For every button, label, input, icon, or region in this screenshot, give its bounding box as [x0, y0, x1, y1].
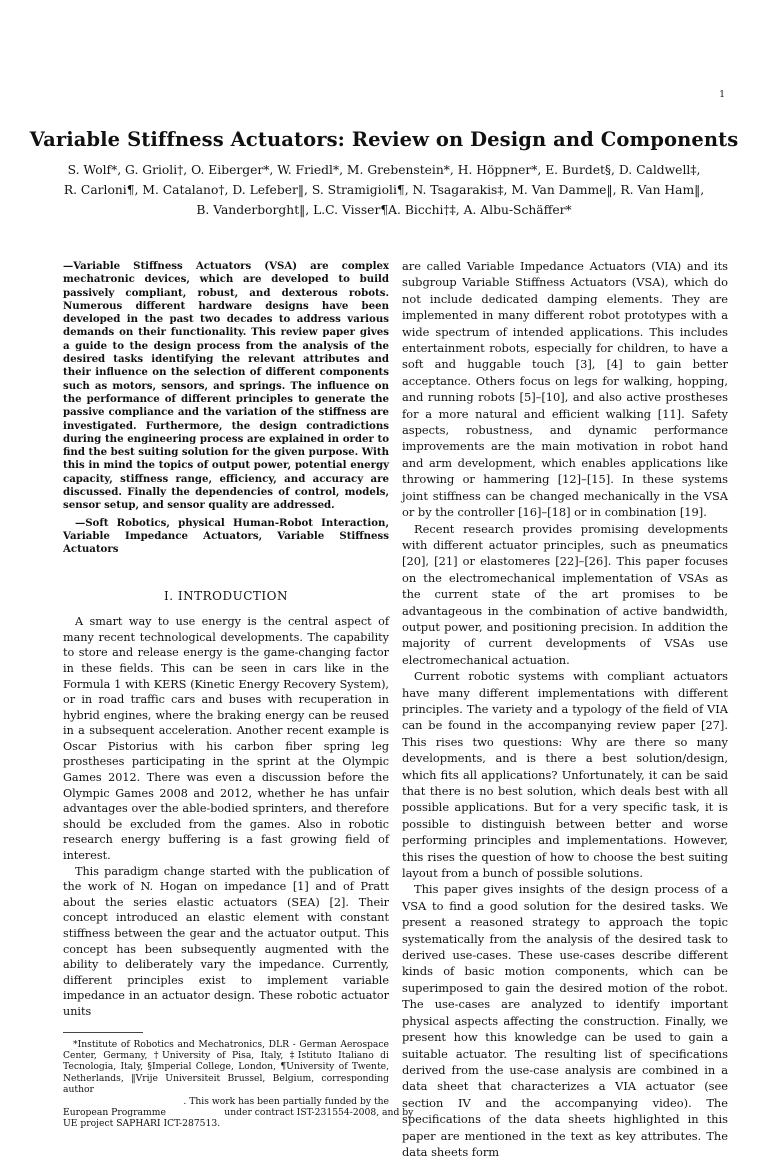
intro-paragraph-2: This paradigm change started with the publication of the work of N. Hogan on impedance [1] and of Pratt about the series elastic actuators (SEA) [2]. Their concept introduced an elastic element with constant stiffness between the gear and the actuator output. This concept has been subsequently augmented with the ability to deliberately vary the impedance. Currently, different principles exist to implement variable impedance in an actuator design. These robotic actuator units [63, 864, 389, 1018]
author-line-1: S. Wolf*, G. Grioli†, O. Eiberger*, W. Friedl*, M. Grebenstein*, H. Höppner*, E. Burdet§, D. Caldwell‡, [67, 163, 701, 177]
section-heading: I. INTRODUCTION [164, 588, 288, 603]
body-paragraph: This paper gives insights of the design process of a VSA to find a good solution for the desired tasks. We present a reasoned strategy to approach the topic systematically from the analysis of the desired task to derived use-cases. These use-cases describe different kinds of basic motion components, which can be superimposed to gain the desired motion of the robot. The use-cases are analyzed to identify important physical aspects affecting the construction. Finally, we present how this knowledge can be used to gain a suitable actuator. The resulting list of specifications derived from the use-case analysis are combined in a data sheet that characterizes a VIA actuator (see section IV and the accompanying video). The specifications of the data sheets highlighted in this paper are mentioned in the text as key attributes. The data sheets form [402, 882, 728, 1159]
left-column [63, 260, 414, 1130]
author-line-3: B. Vanderborght‖, L.C. Visser¶A. Bicchi†‡, A. Albu-Schäffer* [196, 203, 572, 217]
body-paragraph: are called Variable Impedance Actuators (VIA) and its subgroup Variable Stiffness Actuators (VSA), which do not include dedicated damping elements. They are implemented in many different robot prototypes with a wide spectrum of intended applications. This includes entertainment robots, especially for children, to have a soft and huggable touch [3], [4] to gain better acceptance. Others focus on legs for walking, hopping, and running robots [5]–[10], and also active prostheses for a more natural and efficient walking [11]. Safety aspects, robustness, and dynamic performance improvements are the main motivation in robot hand and arm development, which enables applications like throwing or hammering [12]–[15]. In these systems joint stiffness can be changed mechanically in the VSA or by the controller [16]–[18] or in combination [19]. [402, 259, 728, 520]
funding-note-line-2: European Programme under contract IST-231554-2008, and by [63, 1107, 414, 1118]
footnote-divider [63, 1032, 143, 1033]
intro-paragraph-1: A smart way to use energy is the central aspect of many recent technological developments. The capability to store and release energy is the game-changing factor in these fields. This can be seen in cars like in the Formula 1 with KERS (Kinetic Energy Recovery System), or in road traffic cars and buses with recuperation in hybrid engines, where the braking energy can be reused in a subsequent acceleration. Another recent example is Oscar Pistorius with his carbon fiber spring leg prostheses participating in the sprint at the Olympic Games 2012. There was even a discussion before the Olympic Games 2008 and 2012, whether he has unfair advantages over the able-bodied sprinters, and therefore should be excluded from the games. Also in robotic research energy buffering is a fast growing field of interest. [63, 615, 389, 863]
funding-note-line-1: . This work has been partially funded by the [183, 1095, 389, 1107]
funding-note-line-3: UE project SAPHARI ICT-287513. [63, 1118, 221, 1130]
page-number: 1 [719, 90, 725, 100]
right-column [402, 258, 728, 1160]
author-line-2: R. Carloni¶, M. Catalano†, D. Lefeber‖, S. Stramigioli¶, N. Tsagarakis‡, M. Van Damme‖, R. Van Ham‖, [63, 183, 705, 197]
body-paragraph: Recent research provides promising developments with different actuator principles, such as pneumatics [20], [21] or elastomeres [22]–[26]. This paper focuses on the electromechanical implementation of VSAs as the current state of the art promises to be advantageous in the combination of active bandwidth, output power, and positioning precision. In addition the majority of current developments of VSAs use electromechanical actuation. [402, 521, 728, 667]
index-terms: —Soft Robotics, physical Human-Robot Interaction, Variable Impedance Actuators, Variable Stiffness Actuators [63, 516, 389, 556]
abstract: —Variable Stiffness Actuators (VSA) are complex mechatronic devices, which are developed to build passively compliant, robust, and dexterous robots. Numerous different hardware designs have been developed in the past two decades to address various demands on their functionality. This review paper gives a guide to the design process from the analysis of the desired tasks identifying the relevant attributes and their influence on the selection of different components such as motors, sensors, and springs. The influence on the performance of different principles to generate the passive compliance and the variation of the stiffness are investigated. Furthermore, the design contradictions during the engineering process are explained in order to find the best suiting solution for the given purpose. With this in mind the topics of output power, potential energy capacity, stiffness range, efficiency, and accuracy are discussed. Finally the dependencies of control, models, sensor setup, and sensor quality are addressed. [63, 260, 389, 512]
affiliation-footnote: *Institute of Robotics and Mechatronics, DLR - German Aerospace Center, Germany, †University of Pisa, Italy, ‡Istituto Italiano di Tecnologia, Italy, §Imperial College, London, ¶University of Twente, Netherlands, ‖Vrije Universiteit Brussel, Belgium, corresponding author [63, 1038, 389, 1096]
paper-title: Variable Stiffness Actuators: Review on Design and Components [29, 128, 739, 151]
body-paragraph: Current robotic systems with compliant actuators have many different implementations with different principles. The variety and a typology of the field of VIA can be found in the accompanying review paper [27]. This rises two questions: Why are there so many developments, and is there a best solution/design, which fits all applications? Unfortunately, it can be said that there is no best solution, which deals best with all possible applications. But for a very specific task, it is possible to distinguish between better and worse performing principles and implementations. However, this rises the question of how to choose the best suiting layout from a bunch of possible solutions. [402, 669, 728, 881]
author-list [40, 160, 728, 220]
